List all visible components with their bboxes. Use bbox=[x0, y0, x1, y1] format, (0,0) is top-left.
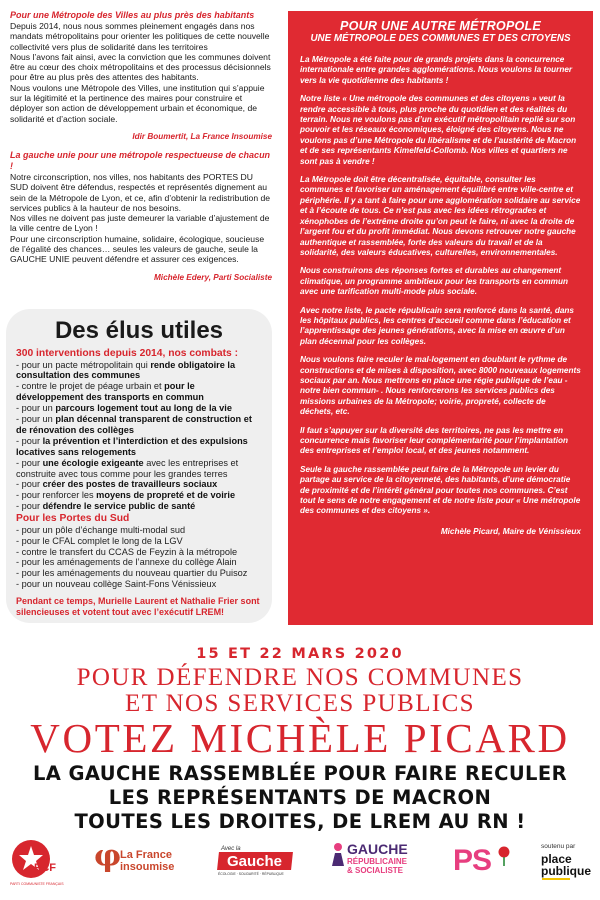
elus-title: Des élus utiles bbox=[54, 317, 224, 344]
adg-sublabel: ÉCOLOGIE · SOLIDARITÉ · RÉPUBLIQUE bbox=[218, 872, 284, 876]
ps-logo bbox=[453, 844, 515, 882]
left-column bbox=[10, 10, 272, 283]
section-gauche-unie bbox=[10, 150, 272, 283]
elus-item-emphasis: une écologie exigeante bbox=[42, 457, 144, 468]
autre-metropole-panel bbox=[288, 11, 593, 625]
panel-subtitle: UNE MÉTROPOLE DES COMMUNES ET DES CITOYENS bbox=[310, 33, 571, 44]
panel-paragraph: Nous construirons des réponses fortes et durables au changement climatique, un programme ambitieux pour les transports en commun avec une tarification multi-mode plus sociale. bbox=[300, 266, 568, 297]
portes-heading: Pour les Portes du Sud bbox=[16, 513, 130, 525]
panel-title: POUR UNE AUTRE MÉTROPOLE bbox=[340, 19, 541, 33]
panel-paragraphs bbox=[300, 55, 581, 517]
lfi-label-1: La France bbox=[120, 849, 172, 861]
portes-item: - contre le transfert du CCAS de Feyzin à la métropole bbox=[16, 546, 238, 557]
portes-list bbox=[16, 525, 262, 590]
elus-item-emphasis: moyens de propreté et de voirie bbox=[96, 490, 236, 501]
elus-item-text: - pour bbox=[16, 501, 43, 512]
tagline-line-1: LA GAUCHE RASSEMBLÉE POUR FAIRE RECULER bbox=[32, 762, 568, 785]
slogan-line-2: ET NOS SERVICES PUBLICS bbox=[125, 690, 475, 717]
elus-item-emphasis: la prévention et l’interdiction et des expulsions locatives sans relogements bbox=[16, 435, 248, 457]
elus-item bbox=[16, 490, 262, 501]
elus-item-text-after: avec les entreprises et construite avec tous comme pour les grandes terres bbox=[16, 457, 239, 479]
section-heading: Pour une Métropole des Villes au plus près des habitants bbox=[10, 10, 255, 20]
adg-label: Gauche bbox=[227, 853, 283, 870]
panel-paragraph: Nous voulons faire reculer le mal-logement en doublant le rythme de constructions et de mises à disposition, avec 8000 nouveaux logements sociaux par an. Nous mettrons en place une régie publique de l’eau -notre bien commun- . Nous renforcerons les services publics des missions urbaines de la Métropole; voirie, propreté, collecte de déchets, etc. bbox=[300, 355, 581, 417]
paragraph: Depuis 2014, nous nous sommes pleinement engagés dans nos mandats métropolitains pour orienter les politiques de cette nouvelle collectivité vers plus de solidarité dans les territoires bbox=[10, 21, 270, 52]
adg-logo bbox=[218, 848, 294, 878]
panel-signature: Michèle Picard, Maire de Vénissieux bbox=[440, 526, 581, 536]
pcf-logo bbox=[10, 838, 62, 890]
paragraph: Notre circonscription, nos villes, nos habitants des PORTES DU SUD doivent être défendus, respectés et représentés dignement au sein de la Métropole de Lyon, et ce, afin d’obtenir la redistribution de services publics à la hauteur de nos besoins. bbox=[10, 171, 271, 213]
lfi-phi-icon: φ bbox=[94, 839, 122, 874]
portes-item: - pour les aménagements du nouveau quartier du Puisoz bbox=[16, 568, 248, 579]
elus-item bbox=[16, 458, 262, 480]
elus-item bbox=[16, 403, 262, 414]
elus-closing: Pendant ce temps, Murielle Laurent et Nathalie Frier sont silencieuses et votent tout avec l’exécutif LREM! bbox=[16, 596, 260, 618]
grs-label-1: GAUCHE bbox=[347, 841, 408, 857]
paragraph: Nos villes ne doivent pas juste demeurer la variable d’ajustement de la ville centre de Lyon ! bbox=[10, 213, 270, 234]
elus-item-text: - pour renforcer les bbox=[16, 490, 97, 501]
panel-paragraph: La Métropole doit être décentralisée, équitable, consulter les communes et favoriser un aménagement équilibré entre ville-centre et périphérie. Il y a tant à faire pour une agglomération solidaire au service et à l’écoute de tous. Ce n’est pas avec les idées rétrogrades et xénophobes de l’extrême droite qu’on peut le faire, ni avec la droite de l’argent fou et du profit immédiat. Nous devons retrouver notre gauche authentique et rassemblée, forte des valeurs du travail et de la solidarité, des valeurs éducatives, culturelles, environnementales. bbox=[300, 175, 581, 257]
panel-paragraph: Avec notre liste, le pacte républicain sera renforcé dans la santé, dans les hôpitaux publics, les centres d’accueil comme dans l’éducation et l’apprentissage des jeunes générations, avec la mise en œuvre d’un plan décennal pour les collèges. bbox=[300, 305, 574, 346]
elus-item bbox=[16, 436, 262, 458]
elus-item-text: - pour un bbox=[16, 403, 56, 414]
portes-item: - pour un nouveau collège Saint-Fons Vénissieux bbox=[16, 579, 217, 590]
adg-label-small: Avec la bbox=[221, 846, 241, 852]
paragraph: Pour une circonscription humaine, solidaire, écologique, soucieuse de l’égalité des chances… seules les valeurs de gauche, seule la GAUCHE UNIE peuvent défendre et assurer ces exigences. bbox=[10, 233, 265, 265]
pcf-sublabel: PARTI COMMUNISTE FRANÇAIS bbox=[10, 882, 64, 886]
ps-label: PS bbox=[453, 844, 492, 877]
elus-item bbox=[16, 479, 262, 490]
tagline-line-2: LES REPRÉSENTANTS DE MACRON bbox=[108, 786, 492, 809]
pp-small-label: soutenu par bbox=[541, 843, 576, 850]
ps-rose-icon bbox=[497, 846, 511, 866]
elus-item-emphasis: pour le développement des transports en commun bbox=[16, 381, 204, 403]
elus-intro: 300 interventions depuis 2014, nos combats : bbox=[16, 348, 239, 359]
elus-item-emphasis: créer des postes de travailleurs sociaux bbox=[42, 479, 218, 490]
elus-item-text: - pour bbox=[16, 479, 43, 490]
paragraph: Nous l’avons fait ainsi, avec la conviction que les communes doivent être au cœur des choix métropolitains et des processus décisionnels pour être au plus près des attentes des habitants. bbox=[10, 51, 271, 83]
elus-item-emphasis: parcours logement tout au long de la vie bbox=[55, 403, 232, 414]
elus-list bbox=[16, 360, 262, 513]
vote-headline: VOTEZ MICHÈLE PICARD bbox=[30, 715, 570, 761]
lfi-label-2: insoumise bbox=[120, 861, 175, 873]
grs-logo bbox=[330, 840, 426, 884]
section-metropole-des-villes bbox=[10, 10, 272, 142]
grs-label-3: & SOCIALISTE bbox=[347, 866, 404, 875]
slogan-line-1: POUR DÉFENDRE NOS COMMUNES bbox=[76, 664, 524, 691]
elus-item-text: - pour un bbox=[16, 414, 56, 425]
elus-item-emphasis: défendre le service public de santé bbox=[42, 501, 196, 512]
portes-item: - pour les aménagements de l’annexe du collège Alain bbox=[16, 557, 237, 568]
elus-utiles-box bbox=[6, 309, 272, 623]
panel-paragraph: Notre liste « Une métropole des communes et des citoyens » veut la rendre accessible à tous, plus proche du quotidien et des réalités du terrain. Nous ne voulons pas d’un exécutif métropolitain replié sur son pouvoir et les réseaux économiques, éloigné des citoyens. Nous ne voulons pas d’une Métropole du libéralisme et de l’austérité de Macron et de ses représentants Kimelfeld-Collomb. Nos villes et quartiers ne sont pas à vendre ! bbox=[300, 94, 577, 166]
portes-item: - pour le CFAL complet le long de la LGV bbox=[16, 535, 183, 546]
elus-item bbox=[16, 360, 262, 382]
pp-label-1: place bbox=[541, 852, 572, 866]
elus-item bbox=[16, 381, 262, 403]
tagline-line-3: TOUTES LES DROITES, DE LREM AU RN ! bbox=[74, 810, 526, 833]
elus-item bbox=[16, 414, 262, 436]
grs-label-2: RÉPUBLICAINE bbox=[347, 857, 408, 866]
signature: Idir Boumertit, La France Insoumise bbox=[132, 131, 272, 141]
panel-paragraph: Seule la gauche rassemblée peut faire de la Métropole un levier du partage au service de la citoyenneté, des habitants, d’une démocratie de proximité et de l’intérêt général pour toutes nos communes. C’est tout le sens de notre engagement et de notre liste pour « Une métropole des communes et des citoyens ». bbox=[300, 464, 581, 516]
elus-item bbox=[16, 501, 262, 512]
elus-item-emphasis: rende obligatoire la consultation des communes bbox=[16, 359, 236, 381]
portes-item: - pour un pôle d’échange multi-modal sud bbox=[16, 524, 186, 535]
panel-paragraph: Il faut s’appuyer sur la diversité des territoires, ne pas les mettre en concurrence mais favoriser leur complémentarité pour l’implantation des entreprises et l’emploi local, et des jeunes notamment. bbox=[300, 425, 568, 456]
grs-figure-icon bbox=[330, 842, 346, 866]
election-date: 15 ET 22 MARS 2020 bbox=[196, 646, 404, 662]
elus-item-text: - pour bbox=[16, 457, 43, 468]
lfi-logo bbox=[94, 839, 186, 877]
pp-underline bbox=[542, 878, 570, 880]
panel-paragraph: La Métropole a été faite pour de grands projets dans la concurrence internationale entre grandes agglomérations. Nous voulons la tourner vers la vie quotidienne des habitants ! bbox=[300, 55, 573, 85]
elus-item-text: - pour bbox=[16, 435, 43, 446]
elus-item-text: - pour un pacte métropolitain qui bbox=[16, 359, 151, 370]
pcf-label: PCF bbox=[34, 862, 56, 874]
paragraph: Nous voulons une Métropole des Villes, une institution qui s’appuie sur la légitimité et la pertinence des maires pour construire et déployer son action de développement urbain et économique, de solidarité et d’action sociale. bbox=[10, 82, 265, 124]
pp-label-2: publique bbox=[541, 864, 591, 878]
elus-item-text: - contre le projet de péage urbain et bbox=[16, 381, 165, 392]
elus-item-emphasis: plan décennal transparent de construction et de rénovation des collèges bbox=[16, 414, 252, 435]
section-heading: La gauche unie pour une métropole respectueuse de chacun ! bbox=[10, 149, 271, 171]
signature: Michèle Edery, Parti Socialiste bbox=[153, 272, 272, 282]
place-publique-logo bbox=[541, 843, 597, 883]
